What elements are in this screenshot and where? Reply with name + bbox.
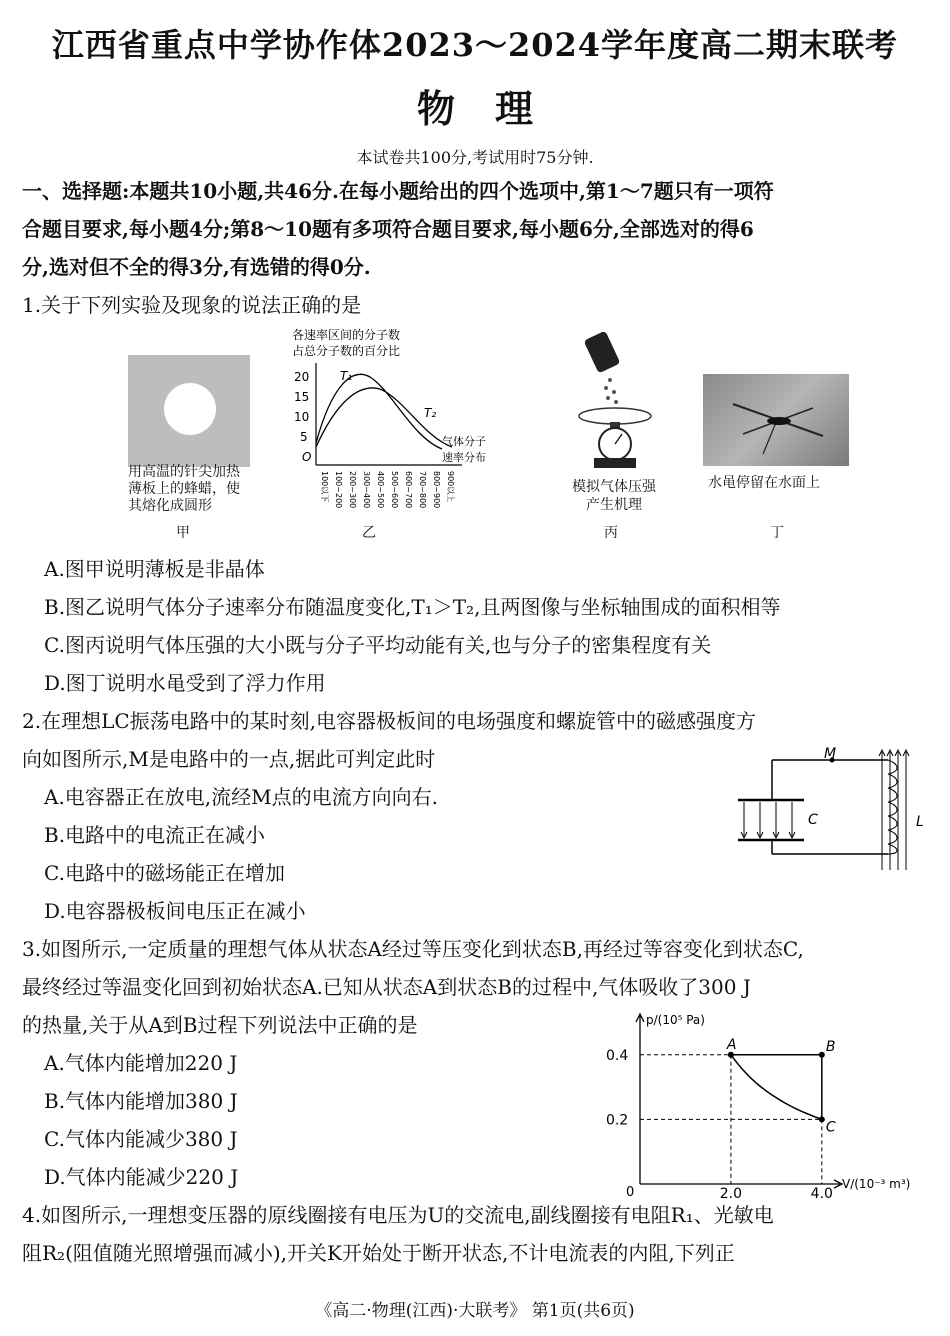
- q1-option-a[interactable]: A.图甲说明薄板是非晶体: [44, 557, 265, 581]
- fig-yi-chart: [292, 325, 486, 535]
- scale-pan: [579, 408, 651, 424]
- fig-jia-caption-1: 用高温的针尖加热: [128, 464, 240, 480]
- fig-yi-xtick: 100~200: [334, 471, 343, 509]
- fig-bing-label: 丙: [604, 525, 618, 541]
- q2-option-c[interactable]: C.电路中的磁场能正在增加: [44, 861, 285, 885]
- q3-option-c[interactable]: C.气体内能减少380 J: [44, 1127, 238, 1151]
- pv-xlabel: V/(10⁻³ m³): [842, 1177, 911, 1191]
- fig-ding-photo: [703, 374, 849, 466]
- subject-title: 物理: [416, 86, 573, 131]
- bean-cup-icon: [584, 331, 621, 374]
- fig-yi-top1: 各速率区间的分子数: [292, 328, 401, 342]
- pv-ytick: 0.2: [606, 1112, 629, 1129]
- fig-yi-xtick: 300~400: [362, 471, 371, 509]
- fig-jia-plate: [128, 355, 250, 467]
- label-m: M: [824, 746, 837, 762]
- pv-ytick: 0.4: [606, 1047, 629, 1064]
- q3-stem-line3: 的热量,关于从A到B过程下列说法中正确的是: [22, 1013, 418, 1037]
- q1-option-b[interactable]: B.图乙说明气体分子速率分布随温度变化,T₁＞T₂,且两图像与坐标轴围成的面积相等: [44, 595, 781, 619]
- fig-jia-caption: [128, 464, 268, 515]
- fig-yi-xtick: 600~700: [404, 471, 413, 509]
- fig-yi-origin: O: [302, 450, 312, 464]
- fig-yi-xticks: [320, 471, 456, 508]
- fig-jia-caption-2: 薄板上的蜂蜡，使: [128, 481, 240, 497]
- q2-option-a[interactable]: A.电容器正在放电,流经M点的电流方向向右.: [44, 785, 438, 809]
- scale-base: [594, 458, 636, 468]
- fig-jia-caption-3: 其熔化成圆形: [128, 498, 212, 514]
- fig-bing-illustration: [560, 330, 670, 480]
- fig-yi-ytick: 15: [294, 390, 310, 404]
- fig-yi-ytick: 5: [300, 430, 308, 444]
- fig-bing-caption-1: 模拟气体压强: [572, 479, 656, 495]
- fig-yi-xtick: 900以上: [446, 471, 455, 503]
- fig-yi-side1: 气体分子: [442, 435, 486, 448]
- q3-option-d[interactable]: D.气体内能减少220 J: [44, 1165, 239, 1189]
- water-strider-icon: [703, 374, 849, 466]
- wax-circle: [164, 383, 216, 435]
- e-field-arrows: [741, 802, 795, 838]
- pv-label-a: A: [726, 1036, 737, 1053]
- fig-bing-caption: [566, 478, 662, 514]
- q3-option-a[interactable]: A.气体内能增加220 J: [44, 1051, 238, 1075]
- pv-label-b: B: [825, 1038, 836, 1055]
- section-instruction-line2: 合题目要求,每小题4分;第8～10题有多项符合题目要求,每小题6分,全部选对的得6: [22, 217, 754, 241]
- pv-ylabel: p/(10⁵ Pa): [646, 1013, 705, 1027]
- label-c: C: [808, 812, 818, 828]
- q3-pv-chart: [600, 1008, 940, 1200]
- q2-stem-line1: 2.在理想LC振荡电路中的某时刻,电容器极板间的电场强度和螺旋管中的磁感强度方: [22, 709, 757, 733]
- fig-yi-xtick: 500~600: [390, 471, 399, 509]
- fig-yi-xtick: 200~300: [348, 471, 357, 509]
- section-instruction-line1: 一、选择题:本题共10小题,共46分.在每小题给出的四个选项中,第1～7题只有一项符: [22, 179, 774, 203]
- q3-option-b[interactable]: B.气体内能增加380 J: [44, 1089, 238, 1113]
- page-footer: 《高二·物理(江西)·大联考》 第1页(共6页): [315, 1301, 635, 1321]
- pv-segment-c-to-a: [731, 1055, 822, 1120]
- pv-origin: 0: [626, 1185, 635, 1200]
- section-instruction-line3: 分,选对但不全的得3分,有选错的得0分.: [22, 255, 371, 279]
- fig-yi-xtick: 100以下: [320, 471, 329, 503]
- fig-yi-t1-label: T₁: [340, 369, 353, 383]
- fig-bing-caption-2: 产生机理: [586, 497, 642, 513]
- falling-beans: [604, 378, 618, 404]
- fig-jia-label: 甲: [176, 525, 190, 541]
- pv-xtick: 4.0: [810, 1186, 833, 1202]
- q1-option-d[interactable]: D.图丁说明水黾受到了浮力作用: [44, 671, 326, 695]
- q2-option-b[interactable]: B.电路中的电流正在减小: [44, 823, 266, 847]
- pv-point-b: [819, 1052, 825, 1058]
- fig-yi-xtick: 800~900: [432, 471, 441, 509]
- q4-stem-line2: 阻R₂(阻值随光照增强而减小),开关K开始处于断开状态,不计电流表的内阻,下列正: [22, 1241, 735, 1265]
- q1-stem: 1.关于下列实验及现象的说法正确的是: [22, 293, 362, 317]
- fig-yi-ytick: 10: [294, 410, 310, 424]
- fig-yi-label: 乙: [362, 525, 376, 541]
- b-field-arrows: [879, 750, 909, 870]
- fig-yi-side2: 速率分布: [442, 451, 486, 464]
- q2-option-d[interactable]: D.电容器极板间电压正在减小: [44, 899, 306, 923]
- q3-stem-line1: 3.如图所示,一定质量的理想气体从状态A经过等压变化到状态B,再经过等容变化到状态C,: [22, 937, 804, 961]
- fig-ding-label: 丁: [770, 525, 784, 541]
- q4-stem-line1: 4.如图所示,一理想变压器的原线圈接有电压为U的交流电,副线圈接有电阻R₁、光敏电: [22, 1203, 774, 1227]
- fig-yi-xtick: 400~500: [376, 471, 385, 509]
- fig-yi-top2: 占总分子数的百分比: [292, 344, 401, 358]
- fig-yi-ytick: 20: [294, 370, 310, 384]
- exam-title: 江西省重点中学协作体2023～2024学年度高二期末联考: [51, 26, 899, 64]
- q2-stem-line2: 向如图所示,M是电路中的一点,据此可判定此时: [22, 747, 436, 771]
- exam-note: 本试卷共100分,考试用时75分钟.: [356, 148, 594, 167]
- fig-yi-xtick: 700~800: [418, 471, 427, 509]
- q1-option-c[interactable]: C.图丙说明气体压强的大小既与分子平均动能有关,也与分子的密集程度有关: [44, 633, 712, 657]
- q3-stem-line2: 最终经过等温变化回到初始状态A.已知从状态A到状态B的过程中,气体吸收了300 J: [22, 975, 751, 999]
- pv-label-c: C: [825, 1119, 836, 1136]
- fig-ding-caption: 水黾停留在水面上: [708, 475, 820, 491]
- fig-yi-t2-label: T₂: [424, 406, 437, 420]
- pv-point-c: [819, 1116, 825, 1122]
- q2-lc-circuit: [732, 746, 932, 872]
- label-l: L: [916, 814, 924, 830]
- solenoid-coil: [888, 760, 897, 854]
- pv-xtick: 2.0: [719, 1186, 743, 1202]
